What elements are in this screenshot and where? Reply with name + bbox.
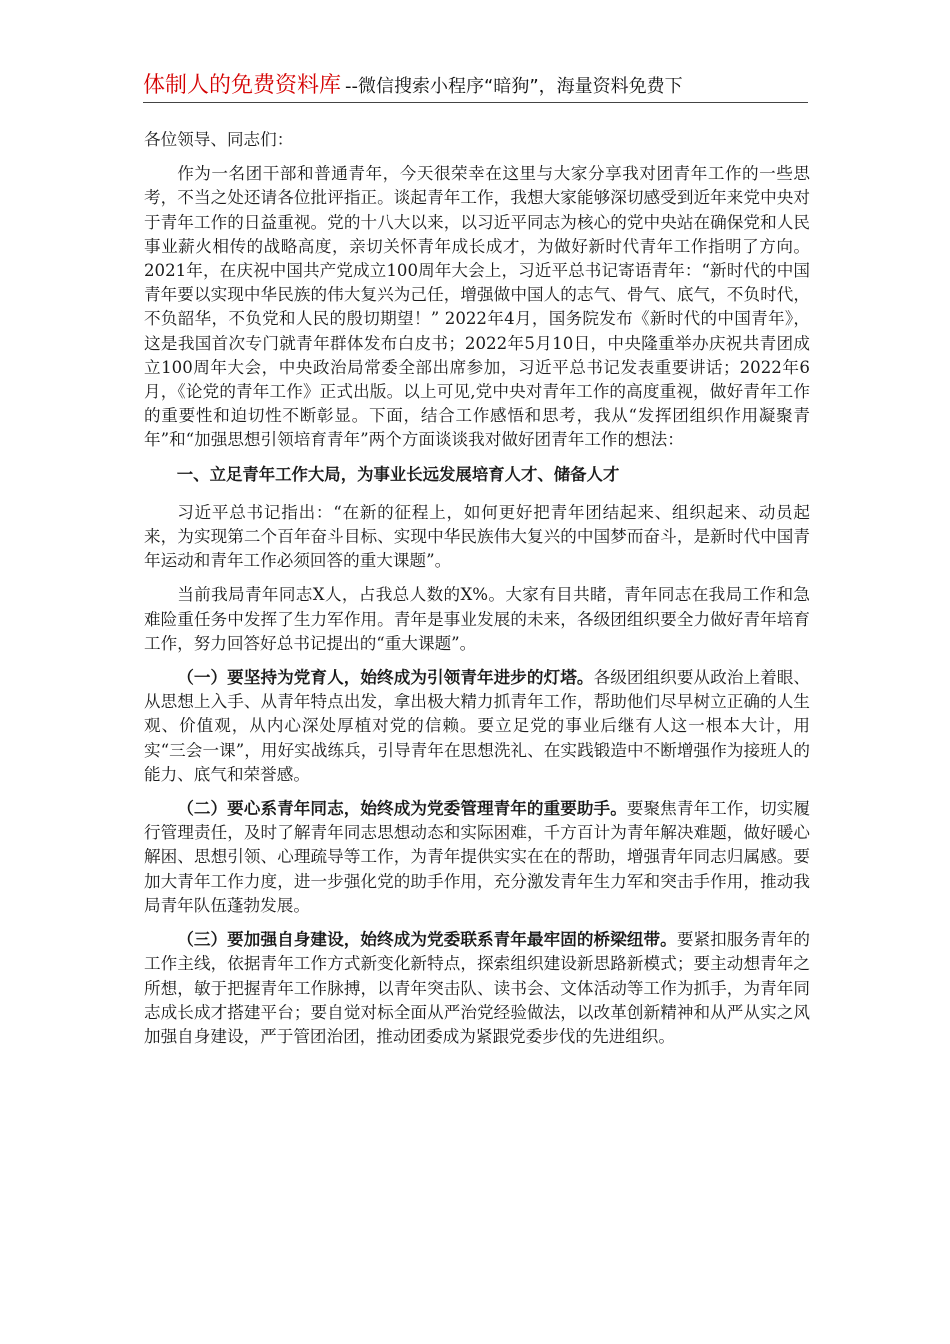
point-lead-3: （三）要加强自身建设，始终成为党委联系青年最牢固的桥梁纽带。 xyxy=(177,930,677,950)
point-body-2: 要聚焦青年工作，切实履行管理责任，及时了解青年同志思想动态和实际困难，千方百计为青年解决难题，做好暖心解困、思想引领、心理疏导等工作，为青年提供实实在在的帮助，增强青年同志归属感。要加大青年工作力度，进一步强化党的助手作用，充分激发青年生力军和突击手作用，推动我局青年队伍蓬勃发展。 xyxy=(144,799,810,915)
document-body xyxy=(144,128,810,1059)
section1-paragraph-quote: 习近平总书记指出：“在新的征程上，如何更好把青年团结起来、组织起来、动员起来，为实现第二个百年奋斗目标、实现中华民族伟大复兴的中国梦而奋斗，是新时代中国青年运动和青年工作必须回答的重大课题”。 xyxy=(144,502,810,571)
point-lead-2: （二）要心系青年同志，始终成为党委管理青年的重要助手。 xyxy=(177,799,627,819)
point-body-3: 要紧扣服务青年的工作主线，依据青年工作方式新变化新特点，探索组织建设新思路新模式；要主动想青年之所想，敏于把握青年工作脉搏，以青年突击队、读书会、文体活动等工作为抓手，为青年同志成长成才搭建平台；要自觉对标全面从严治党经验做法，以改革创新精神和从严从实之风加强自身建设，严于管团治团，推动团委成为紧跟党委步伐的先进组织。 xyxy=(144,930,811,1046)
point-lead-1: （一）要坚持为党育人，始终成为引领青年进步的灯塔。 xyxy=(177,668,594,688)
salutation: 各位领导、同志们： xyxy=(144,130,294,149)
point-paragraph-3 xyxy=(144,928,810,1049)
intro-paragraph: 作为一名团干部和普通青年，今天很荣幸在这里与大家分享我对团青年工作的一些思考，不当之处还请各位批评指正。谈起青年工作，我想大家能够深切感受到近年来党中央对于青年工作的日益重视。党的十八大以来，以习近平同志为核心的党中央站在确保党和人民事业薪火相传的战略高度，亲切关怀青年成长成才，为做好新时代青年工作指明了方向。2021年，在庆祝中国共产党成立100周年大会上，习近平总书记寄语青年：“新时代的中国青年要以实现中华民族的伟大复兴为己任，增强做中国人的志气、骨气、底气，不负时代，不负韶华，不负党和人民的殷切期望！” 2022年4月，国务院发布《新时代的中国青年》，这是我国首次专门就青年群体发布白皮书；2022年5月10日，中央隆重举办庆祝共青团成立100周年大会，中央政治局常委全部出席参加，习近平总书记发表重要讲话；2022年6月，《论党的青年工作》正式出版。以上可见,党中央对青年工作的高度重视，做好青年工作的重要性和迫切性不断彰显。下面，结合工作感悟和思考，我从“发挥团组织作用凝聚青年”和“加强思想引领培育青年”两个方面谈谈我对做好团青年工作的想法： xyxy=(144,164,810,450)
point-paragraph-2 xyxy=(144,797,810,918)
point-paragraph-1 xyxy=(144,666,810,787)
point-body-1: 各级团组织要从政治上着眼、从思想上入手、从青年特点出发，拿出极大精力抓青年工作，帮助他们尽早树立正确的人生观、价值观，从内心深处厚植对党的信赖。要立足党的事业后继有人这一根本大计，用实“三会一课”，用好实战练兵，引导青年在思想洗礼、在实践锻造中不断增强作为接班人的能力、底气和荣誉感。 xyxy=(144,668,811,784)
header-tagline: --微信搜索小程序“暗狗”，海量资料免费下 xyxy=(345,76,683,97)
page-header xyxy=(143,68,808,103)
section-heading-1: 一、立足青年工作大局，为事业长远发展培育人才、储备人才 xyxy=(176,464,620,484)
section1-paragraph-status: 当前我局青年同志X人，占我总人数的X%。大家有目共睹，青年同志在我局工作和急难险重任务中发挥了生力军作用。青年是事业发展的未来，各级团组织要全力做好青年培育工作，努力回答好总书记提出的“重大课题”。 xyxy=(144,585,810,653)
header-brand: 体制人的免费资料库 xyxy=(143,73,342,98)
